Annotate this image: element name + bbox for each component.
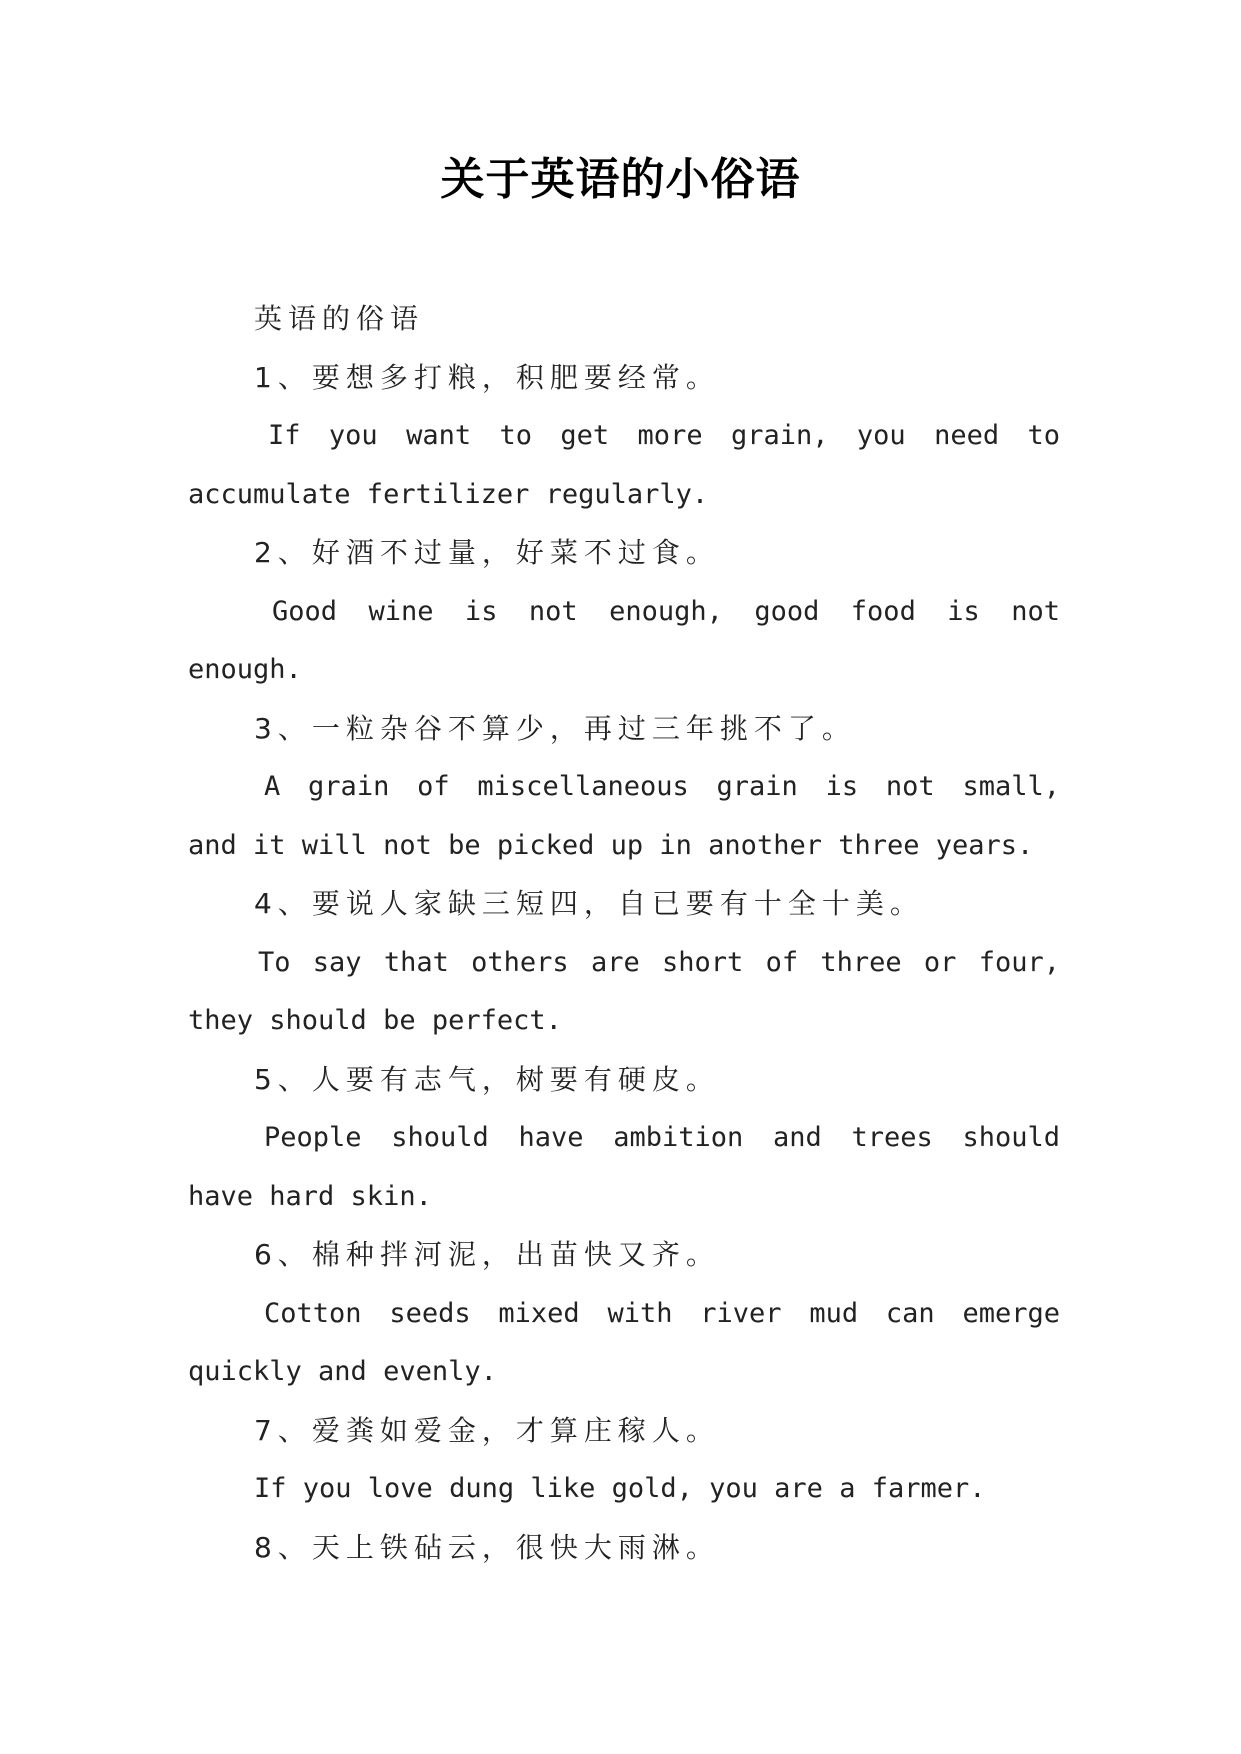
proverb-cn-4: 4、要说人家缺三短四，自已要有十全十美。 xyxy=(254,887,924,920)
proverb-cn-5: 5、人要有志气，树要有硬皮。 xyxy=(254,1062,720,1096)
proverb-en-1-line1: If you want to get more grain, you need to xyxy=(268,420,1060,451)
proverb-en-5-line2: have hard skin. xyxy=(188,1180,432,1212)
proverb-en-6-line2: quickly and evenly. xyxy=(188,1356,497,1387)
proverb-cn-1: 1、要想多打粮，积肥要经常。 xyxy=(254,360,720,394)
section-heading: 英语的俗语 xyxy=(254,302,425,335)
proverb-en-3-line2: and it will not be picked up in another three years. xyxy=(188,829,1034,861)
document-body xyxy=(188,290,1060,1577)
proverb-cn-8: 8、天上铁砧云，很快大雨淋。 xyxy=(254,1530,720,1564)
proverb-en-2-line1: Good wine is not enough, good food is not xyxy=(272,595,1060,627)
proverb-en-4-line1: To say that others are short of three or four, xyxy=(258,946,1060,978)
proverb-en-5-line1: People should have ambition and trees should xyxy=(264,1122,1060,1153)
proverb-en-3-line1: A grain of miscellaneous grain is not small, xyxy=(264,771,1060,802)
proverb-en-1-line2: accumulate fertilizer regularly. xyxy=(188,478,709,510)
proverb-cn-3: 3、一粒杂谷不算少，再过三年挑不了。 xyxy=(254,711,856,745)
proverb-en-2-line2: enough. xyxy=(188,654,302,685)
document-title: 关于英语的小俗语 xyxy=(440,154,801,205)
proverb-en-4-line2: they should be perfect. xyxy=(188,1005,562,1036)
proverb-cn-7: 7、爱粪如爱金，才算庄稼人。 xyxy=(254,1413,720,1447)
proverb-en-7-line1: If you love dung like gold, you are a farmer. xyxy=(254,1473,986,1504)
proverb-cn-2: 2、好酒不过量，好菜不过食。 xyxy=(254,536,720,569)
proverb-cn-6: 6、棉种拌河泥，出苗快又齐。 xyxy=(254,1238,720,1271)
proverb-en-6-line1: Cotton seeds mixed with river mud can emerge xyxy=(264,1297,1060,1329)
